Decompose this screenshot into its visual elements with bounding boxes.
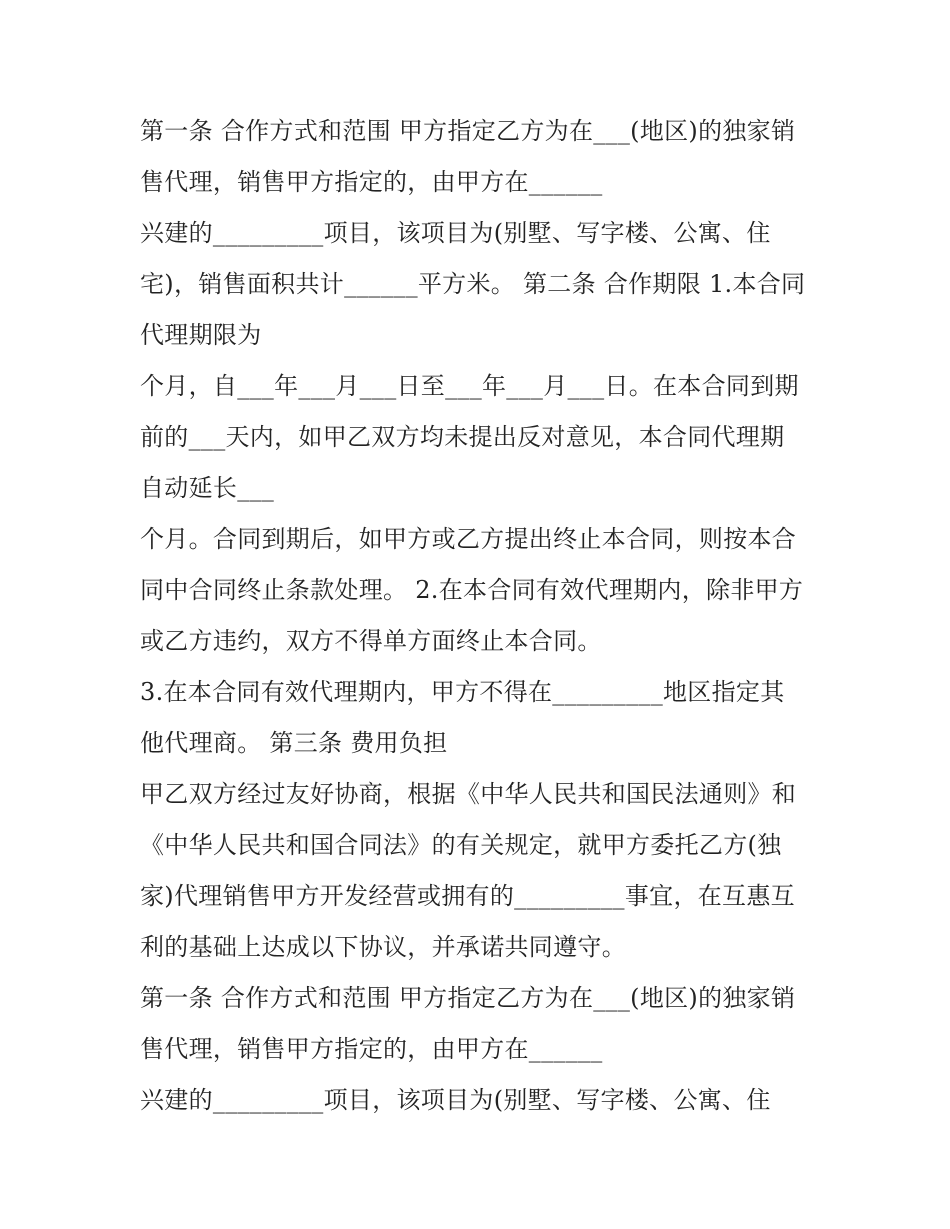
text-line: 售代理，销售甲方指定的，由甲方在______: [140, 168, 603, 196]
text-line: 兴建的_________项目，该项目为(别墅、写字楼、公寓、住: [140, 1086, 771, 1114]
text-line: 《中华人民共和国合同法》的有关规定，就甲方委托乙方(独: [140, 831, 782, 859]
text-line: 他代理商。 第三条 费用负担: [140, 729, 448, 757]
text-line: 宅)，销售面积共计______平方米。 第二条 合作期限 1.本合同: [140, 270, 806, 298]
text-line: 家)代理销售甲方开发经营或拥有的_________事宜，在互惠互: [140, 882, 795, 910]
text-line: 同中合同终止条款处理。 2.在本合同有效代理期内，除非甲方: [140, 576, 804, 604]
text-line: 售代理，销售甲方指定的，由甲方在______: [140, 1035, 603, 1063]
text-line: 代理期限为: [140, 321, 262, 349]
text-line: 自动延长___: [140, 474, 275, 502]
text-line: 第一条 合作方式和范围 甲方指定乙方为在___(地区)的独家销: [140, 984, 796, 1012]
text-line: 3.在本合同有效代理期内，甲方不得在_________地区指定其: [140, 678, 785, 706]
text-line: 前的___天内，如甲乙双方均未提出反对意见，本合同代理期: [140, 423, 785, 451]
text-line: 或乙方违约，双方不得单方面终止本合同。: [140, 627, 602, 655]
document-body: [140, 106, 820, 1126]
text-line: 利的基础上达成以下协议，并承诺共同遵守。: [140, 933, 626, 961]
text-line: 个月。合同到期后，如甲方或乙方提出终止本合同，则按本合: [140, 525, 797, 553]
text-line: 个月，自___年___月___日至___年___月___日。在本合同到期: [140, 372, 799, 400]
text-line: 兴建的_________项目，该项目为(别墅、写字楼、公寓、住: [140, 219, 771, 247]
text-line: 第一条 合作方式和范围 甲方指定乙方为在___(地区)的独家销: [140, 117, 796, 145]
text-line: 甲乙双方经过友好协商，根据《中华人民共和国民法通则》和: [140, 780, 797, 808]
